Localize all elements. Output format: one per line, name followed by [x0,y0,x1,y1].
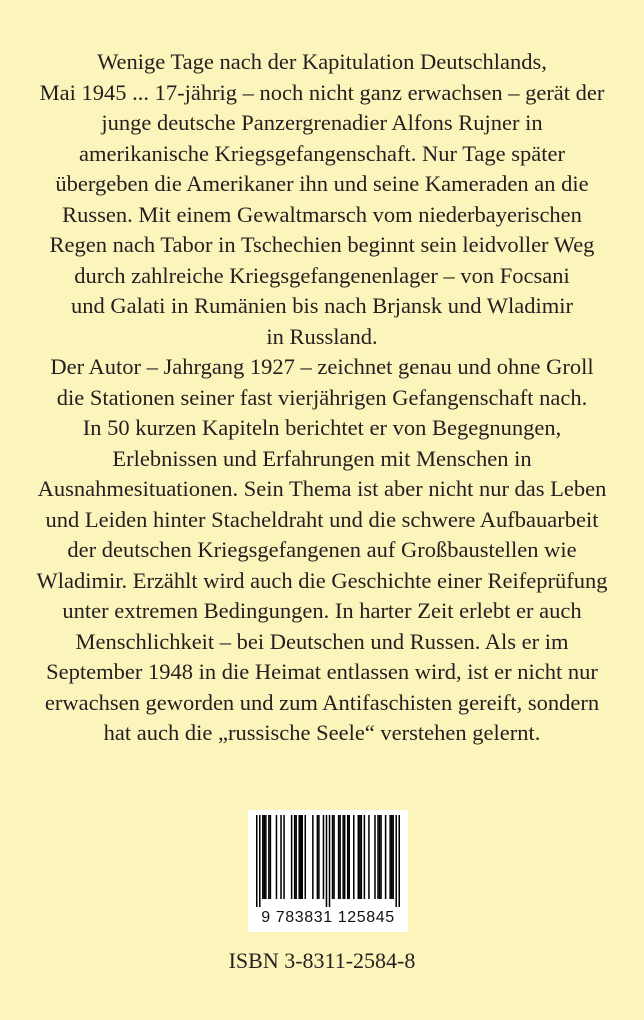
back-cover-blurb [20,47,624,749]
barcode-bar [361,815,363,899]
barcode-bar [332,815,334,899]
blurb-line: und Galati in Rumänien bis nach Brjansk und Wladimir [71,293,573,318]
blurb-line: Mai 1945 ... 17-jährig – noch nicht ganz erwachsen – gerät der [39,79,605,105]
barcode-bar [262,815,264,899]
barcode-bar [323,815,325,899]
barcode-bar [368,815,370,899]
barcode-bar [389,815,391,899]
blurb-line: September 1948 in die Heimat entlassen wird, ist er nicht nur [46,659,598,684]
barcode-bar [294,815,296,899]
barcode-bar [374,815,376,899]
barcode-bar [265,815,267,899]
barcode-bar [268,815,270,899]
barcode-bar [301,815,303,899]
barcode-bar [329,815,331,907]
barcode-bar [380,815,382,899]
barcode-bar [291,815,293,899]
barcode-bar [276,815,278,899]
barcode-bar [347,815,349,899]
barcode-bar [317,815,319,899]
barcode-bar [312,815,314,899]
blurb-line: Wenige Tage nach der Kapitulation Deutschlands, [97,49,547,74]
barcode-bar [256,815,258,907]
blurb-line: Wladimir. Erzählt wird auch die Geschichte einer Reifeprüfung [36,567,608,593]
barcode-bar [358,815,360,899]
blurb-line: Regen nach Tabor in Tschechien beginnt sein leidvoller Weg [49,232,595,257]
barcode-bars [256,815,400,907]
barcode-bar [377,815,379,899]
blurb-line: der deutschen Kriegsgefangenen auf Großbaustellen wie [67,537,577,562]
barcode-bar [259,815,261,907]
barcode-bar [392,815,394,899]
blurb-line: unter extremen Bedingungen. In harter Zeit erlebt er auch [62,598,582,623]
barcode-bar [318,815,320,899]
blurb-line: amerikanische Kriegsgefangenschaft. Nur Tage später [79,140,565,166]
barcode-bar [283,815,285,899]
barcode-bar [344,815,346,899]
barcode-bar [270,815,272,899]
blurb-line: Ausnahmesituationen. Sein Thema ist aber nicht nur das Leben [37,476,607,501]
barcode-bar [339,815,341,899]
barcode-bar [364,815,366,899]
barcode-bar [395,815,397,907]
blurb-line: durch zahlreiche Kriegsgefangenenlager – von Focsani [74,262,570,288]
blurb-line: In 50 kurzen Kapiteln berichtet er von Begegnungen, [82,415,562,440]
ean-barcode [248,810,408,932]
barcode-bar [398,815,400,907]
barcode-bar [348,815,350,899]
barcode-bar [353,815,355,899]
barcode-bar [300,815,302,899]
blurb-line: und Leiden hinter Stacheldraht und die schwere Aufbauarbeit [45,506,599,532]
blurb-line: Russen. Mit einem Gewaltmarsch vom niederbayerischen [62,201,582,227]
barcode-bar [379,815,381,899]
barcode-bar [298,815,300,899]
barcode-bar [333,815,335,899]
barcode-bar [342,815,344,899]
barcode-bar [264,815,266,899]
blurb-line: hat auch die „russische Seele“ verstehen gelernt. [103,720,541,745]
barcode-digits: 9 783831 125845 [261,909,395,926]
blurb-line: Menschlichkeit – bei Deutschen und Russen. Als er im [75,628,569,654]
barcode-bar [305,815,307,899]
isbn-number: ISBN 3-8311-2584-8 [228,948,416,973]
blurb-line: die Stationen seiner fast vierjährigen Gefangenschaft nach. [56,384,588,410]
barcode-bar [391,815,393,899]
barcode-bar [280,815,282,899]
barcode-bar [338,815,340,899]
barcode-bar [326,815,328,907]
blurb-line: junge deutsche Panzergrenadier Alfons Rujner in [101,110,543,135]
blurb-line: Der Autor – Jahrgang 1927 – zeichnet genau und ohne Groll [50,354,594,379]
blurb-line: Erlebnissen und Erfahrungen mit Menschen in [112,445,532,471]
blurb-line: erwachsen geworden und zum Antifaschisten gereift, sondern [44,689,600,715]
barcode-bar [385,815,387,899]
barcode-bar [295,815,297,899]
blurb-line: in Russland. [266,323,378,349]
barcode-bar [359,815,361,899]
blurb-line: übergeben die Amerikaner ihn und seine Kameraden an die [55,171,589,196]
